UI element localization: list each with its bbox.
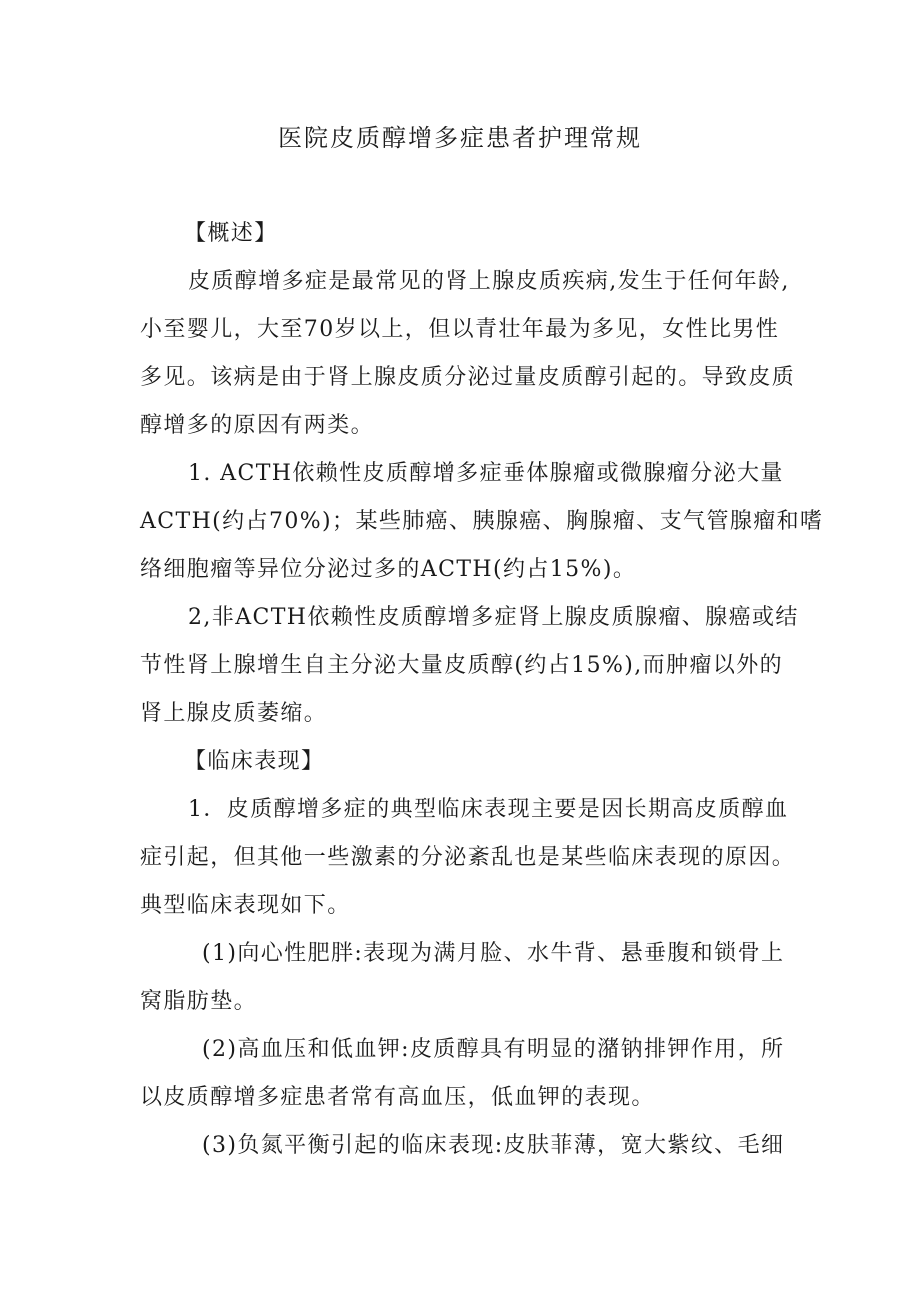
paragraph: [140, 1026, 792, 1122]
paragraph: [140, 786, 796, 930]
paragraph-line: 节性肾上腺增生自主分泌大量皮质醇(约占15%),而肿瘤以外的: [140, 653, 784, 678]
paragraph: [140, 450, 824, 594]
paragraph-line: 多见。该病是由于肾上腺皮质分泌过量皮质醇引起的。导致皮质: [140, 365, 796, 390]
paragraph: [140, 258, 796, 450]
paragraph-line: 2,非ACTH依赖性皮质醇增多症肾上腺皮质腺瘤、腺癌或结: [188, 605, 799, 630]
paragraph-line: 1. ACTH依赖性皮质醇增多症垂体腺瘤或微腺瘤分泌大量: [188, 461, 784, 486]
paragraph-line: (1)向心性肥胖:表现为满月脸、水牛背、悬垂腹和锁骨上: [202, 941, 785, 966]
section-heading-overview: 【概述】: [184, 221, 278, 246]
paragraph-line: 1．皮质醇增多症的典型临床表现主要是因长期高皮质醇血: [188, 797, 789, 822]
paragraph-line: 皮质醇增多症是最常见的肾上腺皮质疾病,发生于任何年龄,: [188, 269, 790, 294]
paragraph-line: 典型临床表现如下。: [140, 893, 351, 918]
paragraph: [140, 594, 799, 738]
paragraph-line: (3)负氮平衡引起的临床表现:皮肤菲薄，宽大紫纹、毛细: [202, 1133, 785, 1158]
paragraph-line: ACTH(约占70%)；某些肺癌、胰腺癌、胸腺瘤、支气管腺瘤和嗜: [140, 509, 824, 534]
paragraph-line: (2)高血压和低血钾:皮质醇具有明显的潴钠排钾作用，所: [202, 1037, 785, 1062]
paragraph-line: 肾上腺皮质萎缩。: [140, 701, 328, 726]
paragraph-line: 醇增多的原因有两类。: [140, 413, 375, 438]
paragraph-line: 窝脂肪垫。: [140, 989, 258, 1014]
paragraph-line: 络细胞瘤等异位分泌过多的ACTH(约占15%)。: [140, 557, 637, 582]
document-body: [140, 210, 824, 1170]
paragraph-line: 以皮质醇增多症患者常有高血压，低血钾的表现。: [140, 1085, 655, 1110]
paragraph-line: 症引起，但其他一些激素的分泌紊乱也是某些临床表现的原因。: [140, 845, 796, 870]
document-title: 医院皮质醇增多症患者护理常规: [278, 124, 642, 152]
section-heading-clinical: 【临床表现】: [184, 749, 325, 774]
paragraph-line: 小至婴儿，大至70岁以上，但以青壮年最为多见，女性比男性: [140, 317, 780, 342]
paragraph: [140, 930, 792, 1026]
paragraph: [140, 1122, 792, 1170]
